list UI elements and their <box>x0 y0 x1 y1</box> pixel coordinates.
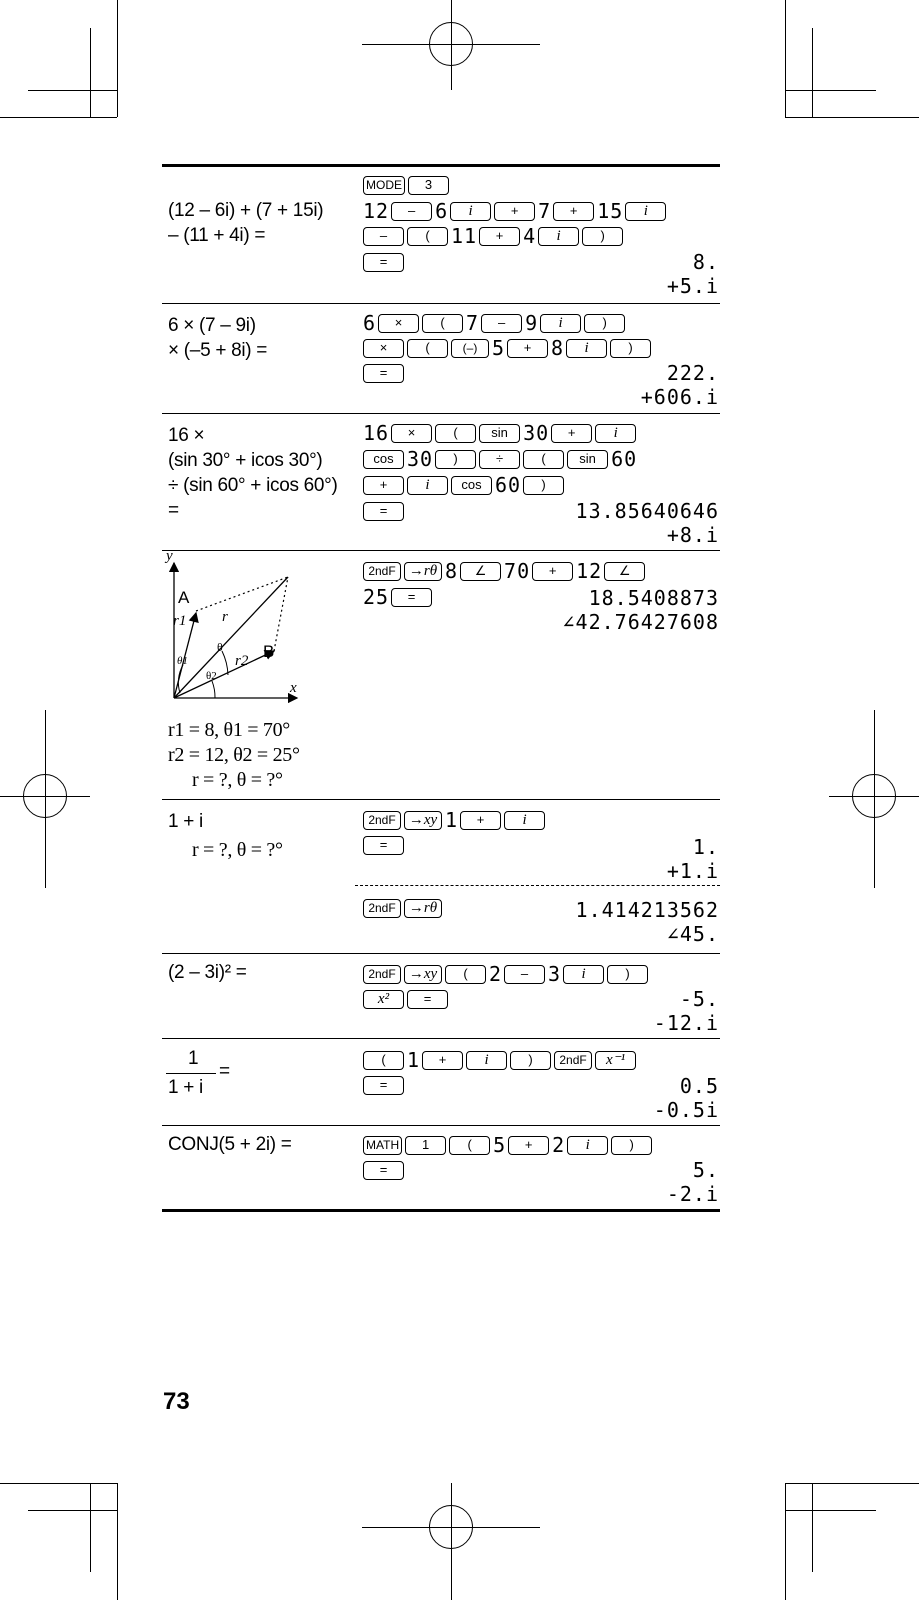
key-row <box>363 199 669 223</box>
digit-entry: 1 <box>407 1048 421 1072</box>
digit-entry: 25 <box>363 585 390 609</box>
key: i <box>566 339 607 358</box>
key: →xy <box>404 811 442 830</box>
result-line: 13.85640646 <box>575 499 719 523</box>
digit-entry: 2 <box>489 962 503 986</box>
digit-entry: 12 <box>576 559 603 583</box>
dotted-divider <box>355 885 720 886</box>
page-number: 73 <box>163 1388 190 1415</box>
key-row <box>363 173 452 197</box>
digit-entry: 6 <box>363 311 377 335</box>
key: cos <box>451 476 492 495</box>
key: × <box>378 314 419 333</box>
key: ( <box>449 1136 490 1155</box>
result-line: 1. <box>692 835 719 859</box>
problem-line: – (11 + 4i) = <box>168 225 266 246</box>
problem-line: CONJ(5 + 2i) = <box>168 1134 292 1155</box>
key-row <box>363 361 407 385</box>
digit-entry: 12 <box>363 199 390 223</box>
key: ) <box>584 314 625 333</box>
problem-line: ÷ (sin 60° + icos 60°) <box>168 475 338 496</box>
key: + <box>422 1051 463 1070</box>
key: = <box>363 836 404 855</box>
key: + <box>551 424 592 443</box>
key: = <box>391 588 432 607</box>
digit-entry: 8 <box>551 336 565 360</box>
key-row <box>363 311 628 335</box>
key: (–) <box>451 339 489 358</box>
key: i <box>540 314 581 333</box>
axis-label-y: y <box>166 553 173 564</box>
key: – <box>391 202 432 221</box>
key: ) <box>523 476 564 495</box>
label-theta: θ <box>217 640 223 654</box>
key: x⁻¹ <box>595 1051 636 1070</box>
digit-entry: 70 <box>504 559 531 583</box>
result-line: +606.i <box>640 385 719 409</box>
key-row <box>363 447 639 471</box>
key: ∠ <box>604 562 645 581</box>
label-r1: r1 <box>173 613 187 629</box>
key-row <box>363 473 567 497</box>
key: + <box>494 202 535 221</box>
key: = <box>363 253 404 272</box>
key: ) <box>607 965 648 984</box>
problem-line: = <box>219 1061 230 1082</box>
digit-entry: 30 <box>407 447 434 471</box>
key: ( <box>407 339 448 358</box>
digit-entry: 15 <box>597 199 624 223</box>
key: + <box>460 811 501 830</box>
key: ) <box>611 1136 652 1155</box>
key: →rθ <box>404 899 442 918</box>
key: 2ndF <box>554 1051 592 1070</box>
key: ) <box>610 339 651 358</box>
vector-diagram <box>162 553 312 708</box>
key-row <box>363 833 407 857</box>
digit-entry: 7 <box>466 311 480 335</box>
key-row <box>363 1048 639 1072</box>
key: = <box>363 502 404 521</box>
digit-entry: 60 <box>611 447 638 471</box>
problem-line: = <box>168 500 179 521</box>
problem-line: 6 × (7 – 9i) <box>168 315 256 336</box>
vector-r2 <box>174 651 274 698</box>
angle-arc-theta <box>222 651 228 675</box>
key-row <box>363 962 651 986</box>
row-divider <box>162 799 720 800</box>
result-line: 0.5 <box>679 1074 719 1098</box>
digit-entry: 8 <box>445 559 459 583</box>
key: = <box>407 990 448 1009</box>
key: sin <box>479 424 520 443</box>
key: →xy <box>404 965 442 984</box>
key: ∠ <box>460 562 501 581</box>
label-theta1: θ1 <box>177 655 188 667</box>
result-line: -0.5i <box>653 1098 719 1122</box>
key: i <box>450 202 491 221</box>
label-r2: r2 <box>235 653 249 669</box>
key: i <box>563 965 604 984</box>
result-line: ∠45. <box>666 922 719 946</box>
key: i <box>466 1051 507 1070</box>
point-label-b: B <box>263 642 275 661</box>
key-row <box>363 1158 407 1182</box>
key-row <box>363 499 407 523</box>
digit-entry: 5 <box>492 336 506 360</box>
key: – <box>504 965 545 984</box>
problem-line: 16 × <box>168 425 205 446</box>
result-line: 18.5408873 <box>588 586 719 610</box>
key: ( <box>445 965 486 984</box>
key: ( <box>407 227 448 246</box>
key: i <box>538 227 579 246</box>
digit-entry: 4 <box>523 224 537 248</box>
key: ) <box>510 1051 551 1070</box>
key: ( <box>435 424 476 443</box>
key: × <box>391 424 432 443</box>
key: + <box>532 562 573 581</box>
key: = <box>363 364 404 383</box>
key: ) <box>582 227 623 246</box>
key: x² <box>363 990 404 1009</box>
digit-entry: 30 <box>523 421 550 445</box>
table-top-rule <box>162 164 720 167</box>
key-row <box>363 559 648 583</box>
key: = <box>363 1161 404 1180</box>
result-line: 1.414213562 <box>575 898 719 922</box>
key: i <box>625 202 666 221</box>
axis-label-x: x <box>290 680 297 696</box>
label-r: r <box>222 609 228 625</box>
problem-line: r = ?, θ = ?° <box>192 839 283 861</box>
problem-line: 1 + i <box>168 811 203 832</box>
key-row <box>363 1073 407 1097</box>
key: 2ndF <box>363 562 401 581</box>
vector-r <box>174 577 288 698</box>
key-row <box>363 896 445 920</box>
key: – <box>481 314 522 333</box>
key-row <box>363 808 548 832</box>
key: ( <box>363 1051 404 1070</box>
point-label-a: A <box>178 588 190 607</box>
digit-entry: 3 <box>548 962 562 986</box>
angle-arc-theta2 <box>212 681 215 698</box>
label-theta2: θ2 <box>206 670 217 682</box>
key: 3 <box>408 176 449 195</box>
digit-entry: 11 <box>451 224 478 248</box>
key: = <box>363 1076 404 1095</box>
fraction-bar <box>166 1073 216 1074</box>
key: + <box>553 202 594 221</box>
parallelogram-edge <box>196 577 288 611</box>
key: cos <box>363 450 404 469</box>
key: sin <box>567 450 608 469</box>
problem-line: (2 – 3i)² = <box>168 962 247 983</box>
result-line: -12.i <box>653 1011 719 1035</box>
key: + <box>363 476 404 495</box>
result-line: -2.i <box>666 1182 719 1206</box>
digit-entry: 9 <box>525 311 539 335</box>
key: ( <box>523 450 564 469</box>
key-row <box>363 1133 655 1157</box>
key: 1 <box>405 1136 446 1155</box>
result-line: +8.i <box>666 523 719 547</box>
problem-line: (sin 30° + icos 30°) <box>168 450 323 471</box>
key-row <box>363 987 451 1011</box>
problem-line: × (–5 + 8i) = <box>168 340 268 361</box>
key: 2ndF <box>363 965 401 984</box>
fraction-numerator: 1 <box>188 1048 199 1069</box>
key: ( <box>422 314 463 333</box>
problem-line: r1 = 8, θ1 = 70° <box>168 719 290 741</box>
result-line: ∠42.76427608 <box>562 610 719 634</box>
row-divider <box>162 550 720 551</box>
result-line: 5. <box>692 1158 719 1182</box>
key: × <box>363 339 404 358</box>
key: i <box>504 811 545 830</box>
row-divider <box>162 1125 720 1126</box>
table-bottom-rule <box>162 1209 720 1212</box>
key: i <box>407 476 448 495</box>
digit-entry: 60 <box>495 473 522 497</box>
problem-line: r2 = 12, θ2 = 25° <box>168 744 300 766</box>
key: 2ndF <box>363 899 401 918</box>
key: i <box>595 424 636 443</box>
key: ) <box>435 450 476 469</box>
key: – <box>363 227 404 246</box>
digit-entry: 2 <box>552 1133 566 1157</box>
result-line: 8. <box>692 250 719 274</box>
row-divider <box>162 413 720 414</box>
key: i <box>567 1136 608 1155</box>
key: + <box>479 227 520 246</box>
key: + <box>507 339 548 358</box>
row-divider <box>162 953 720 954</box>
key: MODE <box>363 176 405 195</box>
result-line: -5. <box>679 987 719 1011</box>
key: + <box>508 1136 549 1155</box>
problem-line: (12 – 6i) + (7 + 15i) <box>168 200 324 221</box>
row-divider <box>162 303 720 304</box>
row-divider <box>162 1038 720 1039</box>
key: 2ndF <box>363 811 401 830</box>
key: MATH <box>363 1136 402 1155</box>
digit-entry: 1 <box>445 808 459 832</box>
digit-entry: 5 <box>493 1133 507 1157</box>
result-line: +1.i <box>666 859 719 883</box>
digit-entry: 16 <box>363 421 390 445</box>
problem-line: r = ?, θ = ?° <box>192 769 283 791</box>
key: ÷ <box>479 450 520 469</box>
key-row <box>363 421 639 445</box>
result-line: 222. <box>666 361 719 385</box>
key-row <box>363 250 407 274</box>
fraction-denominator: 1 + i <box>168 1077 203 1098</box>
key-row <box>363 336 654 360</box>
key: →rθ <box>404 562 442 581</box>
digit-entry: 6 <box>435 199 449 223</box>
key-row <box>363 224 626 248</box>
result-line: +5.i <box>666 274 719 298</box>
key-row <box>363 585 435 609</box>
digit-entry: 7 <box>538 199 552 223</box>
parallelogram-edge <box>274 577 288 651</box>
